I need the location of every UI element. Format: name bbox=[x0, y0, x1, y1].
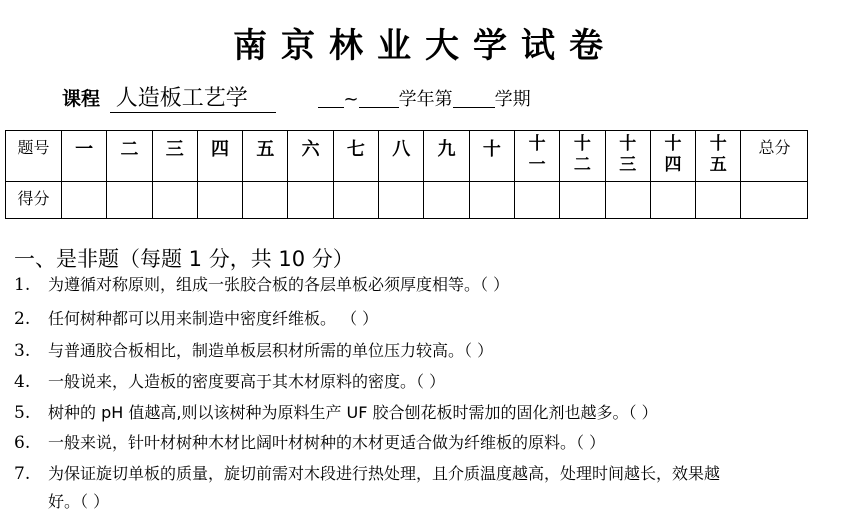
score-cell bbox=[243, 181, 288, 218]
question-number: 4. bbox=[14, 372, 31, 392]
university-title: 南京林业大学试卷 bbox=[233, 26, 617, 66]
question-item bbox=[14, 306, 378, 329]
year-end-blank bbox=[359, 89, 399, 108]
number-top: 十 bbox=[573, 134, 591, 154]
question-text: 为保证旋切单板的质量，旋切前需对木段进行热处理，且介质温度越高，处理时间越长，效果越 bbox=[48, 464, 721, 483]
number-top: 十 bbox=[619, 134, 637, 154]
term-text: 学期 bbox=[494, 89, 531, 110]
score-cell bbox=[605, 181, 650, 218]
question-item bbox=[14, 338, 493, 361]
number-top: 十 bbox=[528, 134, 546, 154]
number-bottom: 五 bbox=[709, 155, 727, 175]
course-label: 课程 bbox=[62, 88, 101, 110]
question-text: 树种的 pH 值越高,则以该树种为原料生产 UF 胶合刨花板时需加的固化剂也越多。（ ） bbox=[48, 403, 658, 422]
question-number-cell: 三 bbox=[152, 131, 197, 182]
number-bottom: 三 bbox=[619, 155, 637, 175]
score-cell bbox=[62, 181, 107, 218]
question-item bbox=[14, 461, 720, 484]
total-score-cell bbox=[741, 181, 808, 218]
question-number-cell: 十 bbox=[469, 131, 514, 182]
term-blank bbox=[453, 89, 495, 108]
question-number-cell: 二 bbox=[107, 131, 152, 182]
question-item bbox=[14, 369, 445, 392]
question-number-cell bbox=[605, 131, 650, 182]
question-number-cell bbox=[560, 131, 605, 182]
score-cell bbox=[333, 181, 378, 218]
question-text-continued: 好。（ ） bbox=[48, 492, 110, 511]
question-text: 一般说来，人造板的密度要高于其木材原料的密度。（ ） bbox=[48, 372, 446, 391]
question-number-cell bbox=[696, 131, 741, 182]
question-number: 1. bbox=[14, 275, 31, 295]
question-number: 3. bbox=[14, 341, 31, 361]
year-start-blank bbox=[318, 89, 344, 108]
score-cell bbox=[560, 181, 605, 218]
question-number-cell: 九 bbox=[424, 131, 469, 182]
score-cell bbox=[197, 181, 242, 218]
score-label: 得分 bbox=[6, 181, 62, 218]
tilde: ~ bbox=[343, 89, 359, 110]
score-cell bbox=[152, 181, 197, 218]
score-cell bbox=[650, 181, 695, 218]
question-number-cell: 八 bbox=[379, 131, 424, 182]
total-score-label: 总分 bbox=[741, 131, 808, 182]
year-text: 学年第 bbox=[398, 89, 453, 110]
number-top: 十 bbox=[709, 134, 727, 154]
question-text: 为遵循对称原则，组成一张胶合板的各层单板必须厚度相等。（ ） bbox=[48, 275, 510, 294]
score-table bbox=[5, 130, 808, 219]
score-cell bbox=[107, 181, 152, 218]
question-number: 5. bbox=[14, 403, 31, 423]
number-bottom: 一 bbox=[528, 155, 546, 175]
score-cell bbox=[469, 181, 514, 218]
question-item bbox=[14, 400, 658, 423]
course-line bbox=[62, 84, 531, 114]
question-number-cell: 七 bbox=[333, 131, 378, 182]
score-cell bbox=[514, 181, 559, 218]
question-number-cell bbox=[514, 131, 559, 182]
question-number-label: 题号 bbox=[6, 131, 62, 182]
score-row bbox=[6, 181, 808, 218]
question-number-cell: 四 bbox=[197, 131, 242, 182]
question-number: 7. bbox=[14, 464, 31, 484]
question-text: 任何树种都可以用来制造中密度纤维板。 （ ） bbox=[48, 309, 379, 328]
question-number-cell bbox=[650, 131, 695, 182]
question-text: 与普通胶合板相比，制造单板层积材所需的单位压力较高。（ ） bbox=[48, 341, 494, 360]
question-number: 2. bbox=[14, 309, 31, 329]
question-item bbox=[14, 272, 509, 295]
number-bottom: 二 bbox=[573, 155, 591, 175]
course-name: 人造板工艺学 bbox=[110, 86, 276, 113]
question-text: 一般来说，针叶材树种木材比阔叶材树种的木材更适合做为纤维板的原料。（ ） bbox=[48, 433, 606, 452]
score-cell bbox=[424, 181, 469, 218]
score-cell bbox=[379, 181, 424, 218]
score-cell bbox=[696, 181, 741, 218]
question-number-cell: 五 bbox=[243, 131, 288, 182]
number-bottom: 四 bbox=[664, 155, 682, 175]
number-top: 十 bbox=[664, 134, 682, 154]
question-number-cell: 一 bbox=[62, 131, 107, 182]
question-number: 6. bbox=[14, 433, 31, 453]
question-number-row bbox=[6, 131, 808, 182]
question-number-cell: 六 bbox=[288, 131, 333, 182]
score-cell bbox=[288, 181, 333, 218]
section-title: 一、是非题（每题 1 分，共 10 分） bbox=[14, 247, 354, 271]
question-item bbox=[14, 430, 605, 453]
